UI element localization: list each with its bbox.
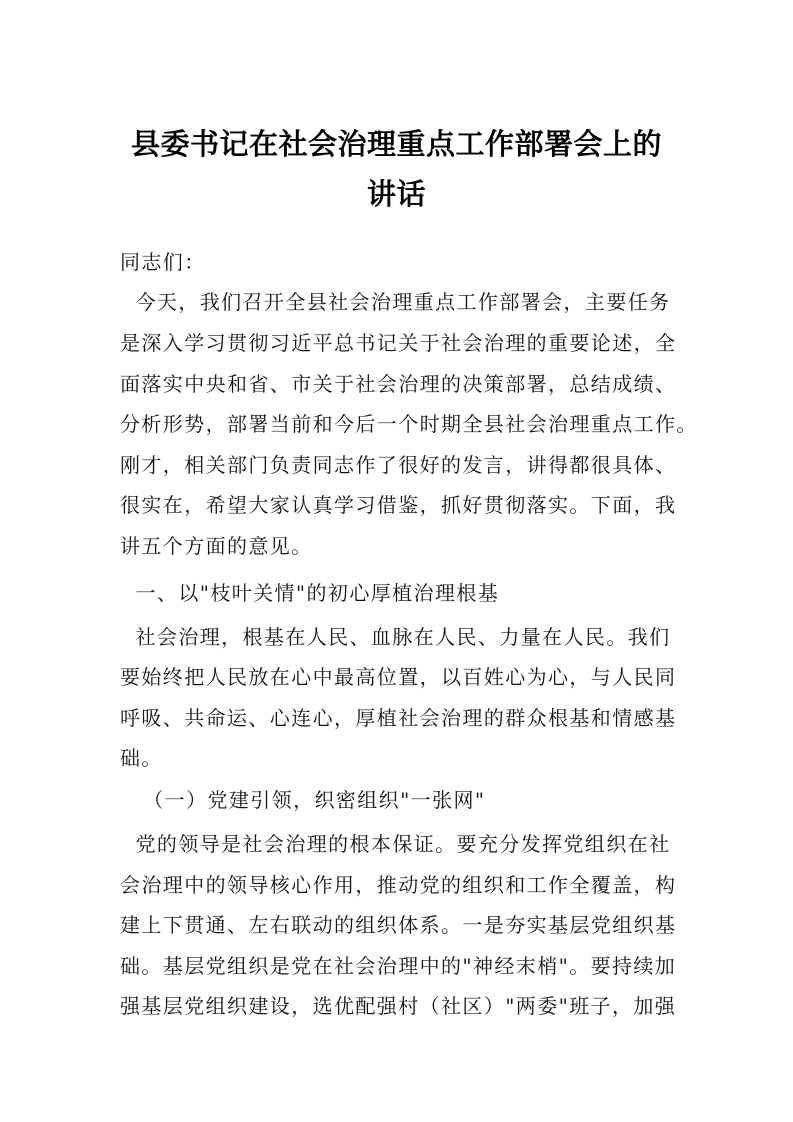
subsection-heading: （一）党建引领，织密组织"一张网" bbox=[120, 788, 486, 812]
body-line: 础。基层党组织是党在社会治理中的"神经末梢"。要持续加 bbox=[120, 954, 677, 978]
document-title-line-2: 讲话 bbox=[366, 177, 426, 211]
section-heading: 一、以"枝叶关情"的初心厚植治理根基 bbox=[120, 581, 500, 605]
body-line: 讲五个方面的意见。 bbox=[120, 534, 313, 558]
body-line: 会治理中的领导核心作用，推动党的组织和工作全覆盖，构 bbox=[120, 873, 677, 897]
body-line: 面落实中央和省、市关于社会治理的决策部署，总结成绩、 bbox=[120, 372, 677, 396]
body-line: 分析形势，部署当前和今后一个时期全县社会治理重点工作。 bbox=[120, 412, 698, 436]
body-line: 很实在，希望大家认真学习借鉴，抓好贯彻落实。下面，我 bbox=[120, 493, 677, 517]
salutation: 同志们： bbox=[120, 250, 206, 274]
body-line: 今天，我们召开全县社会治理重点工作部署会，主要任务 bbox=[120, 290, 671, 314]
body-line: 呼吸、共命运、心连心，厚植社会治理的群众根基和情感基 bbox=[120, 706, 677, 730]
body-line: 要始终把人民放在心中最高位置，以百姓心为心，与人民同 bbox=[120, 665, 677, 689]
body-line: 党的领导是社会治理的根本保证。要充分发挥党组织在社 bbox=[120, 832, 671, 856]
document-title-line-1: 县委书记在社会治理重点工作部署会上的 bbox=[130, 127, 662, 161]
body-line: 是深入学习贯彻习近平总书记关于社会治理的重要论述，全 bbox=[120, 331, 677, 355]
body-line: 刚才，相关部门负责同志作了很好的发言，讲得都很具体、 bbox=[120, 453, 677, 477]
body-line: 社会治理，根基在人民、血脉在人民、力量在人民。我们 bbox=[120, 625, 671, 649]
body-line: 建上下贯通、左右联动的组织体系。一是夯实基层党组织基 bbox=[120, 913, 677, 937]
body-line: 强基层党组织建设，选优配强村（社区）"两委"班子，加强 bbox=[120, 994, 677, 1018]
body-line: 础。 bbox=[120, 746, 163, 770]
